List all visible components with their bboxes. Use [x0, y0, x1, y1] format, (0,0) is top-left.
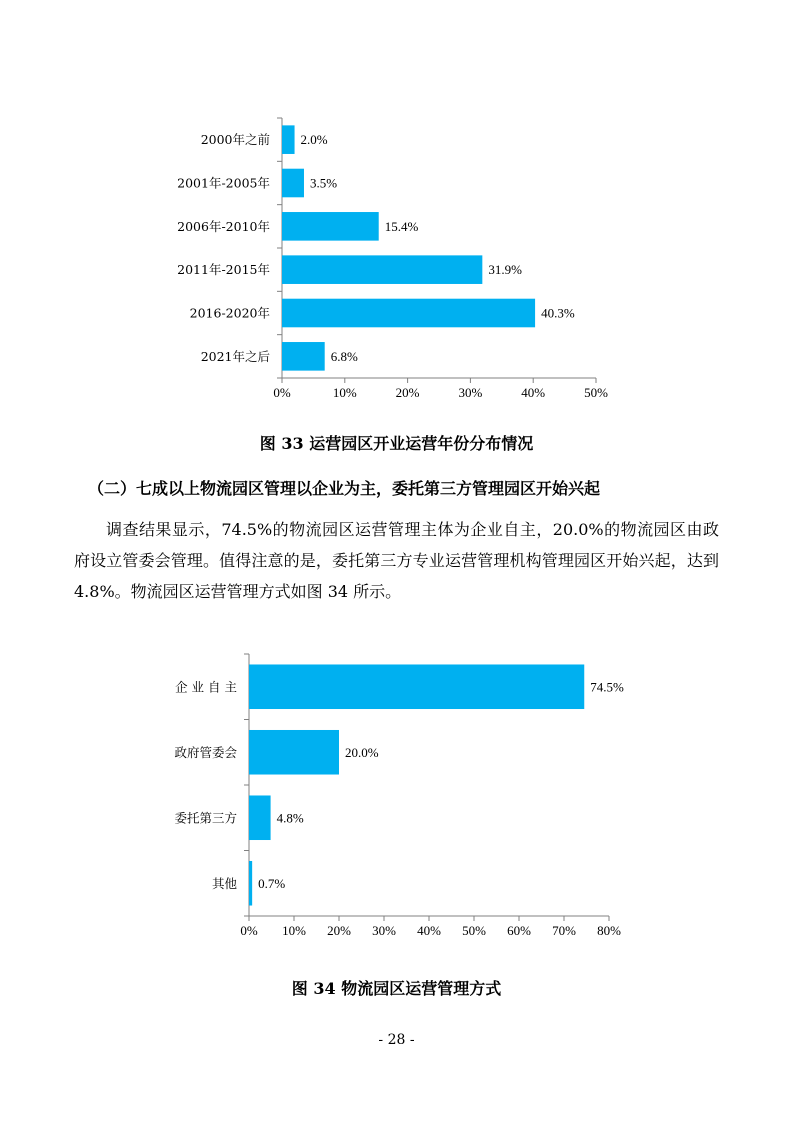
chart1-x-tick-label: 40% [521, 385, 546, 400]
chart1-bar [282, 169, 304, 198]
chart1-bar [282, 299, 535, 328]
body-paragraph: 调查结果显示，74.5%的物流园区运营管理主体为企业自主，20.0%的物流园区由政府设立管委会管理。值得注意的是，委托第三方专业运营管理机构管理园区开始兴起，达到 4.8%。物流园区运营管理方式如图 34 所示。 [74, 520, 719, 601]
chart2-bar [249, 795, 271, 840]
chart1-x-tick-label: 50% [584, 385, 608, 400]
figure-33-caption: 图 33 运营园区开业运营年份分布情况 [259, 434, 534, 453]
chart2-x-tick-label: 20% [327, 923, 351, 938]
chart2-x-tick-label: 50% [462, 923, 486, 938]
chart1-value-label: 15.4% [384, 218, 419, 234]
chart2-x-tick-label: 60% [507, 923, 531, 938]
chart1-x-tick-label: 30% [458, 385, 483, 400]
chart1-x-tick-label: 10% [332, 385, 357, 400]
chart-management-mode [0, 648, 793, 960]
chart2-x-tick-label: 40% [417, 923, 441, 938]
chart1-bar [282, 342, 325, 371]
chart1-x-tick-label: 20% [395, 385, 420, 400]
chart1-category-label: 2000年之前 [200, 132, 270, 148]
chart1-bar [282, 255, 482, 284]
chart2-bar [249, 664, 584, 709]
chart2-category-label: 企 业 自 主 [175, 679, 237, 695]
chart2-x-tick-label: 10% [282, 923, 306, 938]
chart2-x-tick-label: 0% [240, 923, 258, 938]
chart2-x-tick-label: 30% [372, 923, 396, 938]
chart1-category-label: 2001年-2005年 [177, 175, 270, 191]
chart1-value-label: 3.5% [309, 175, 338, 191]
chart2-category-label: 委托第三方 [174, 810, 237, 826]
chart2-value-label: 4.8% [276, 810, 304, 826]
chart2-value-label: 0.7% [258, 875, 286, 891]
chart1-value-label: 40.3% [541, 305, 575, 321]
chart1-value-label: 6.8% [330, 348, 358, 364]
figure-34-caption: 图 34 物流园区运营管理方式 [291, 979, 502, 998]
chart2-x-tick-label: 70% [552, 923, 576, 938]
chart1-category-label: 2016-2020年 [189, 305, 270, 321]
chart1-x-tick-label: 0% [273, 385, 291, 400]
chart1-category-label: 2011年-2015年 [177, 262, 270, 278]
chart2-x-tick-label: 80% [597, 923, 621, 938]
chart2-value-label: 74.5% [590, 679, 624, 695]
chart2-category-label: 政府管委会 [174, 744, 237, 760]
section-heading: （二）七成以上物流园区管理以企业为主，委托第三方管理园区开始兴起 [88, 479, 601, 498]
chart2-bar [249, 730, 339, 775]
page-number: - 28 - [378, 1032, 415, 1048]
chart2-category-label: 其他 [211, 875, 237, 891]
chart1-category-label: 2006年-2010年 [177, 218, 270, 234]
chart1-value-label: 2.0% [300, 132, 328, 148]
chart2-bar [249, 861, 252, 906]
chart1-category-label: 2021年之后 [200, 348, 270, 364]
chart1-value-label: 31.9% [488, 262, 522, 278]
chart2-value-label: 20.0% [345, 744, 379, 760]
chart1-bar [282, 212, 379, 241]
chart-operating-year-distribution [0, 110, 793, 420]
chart1-bar [282, 125, 295, 154]
